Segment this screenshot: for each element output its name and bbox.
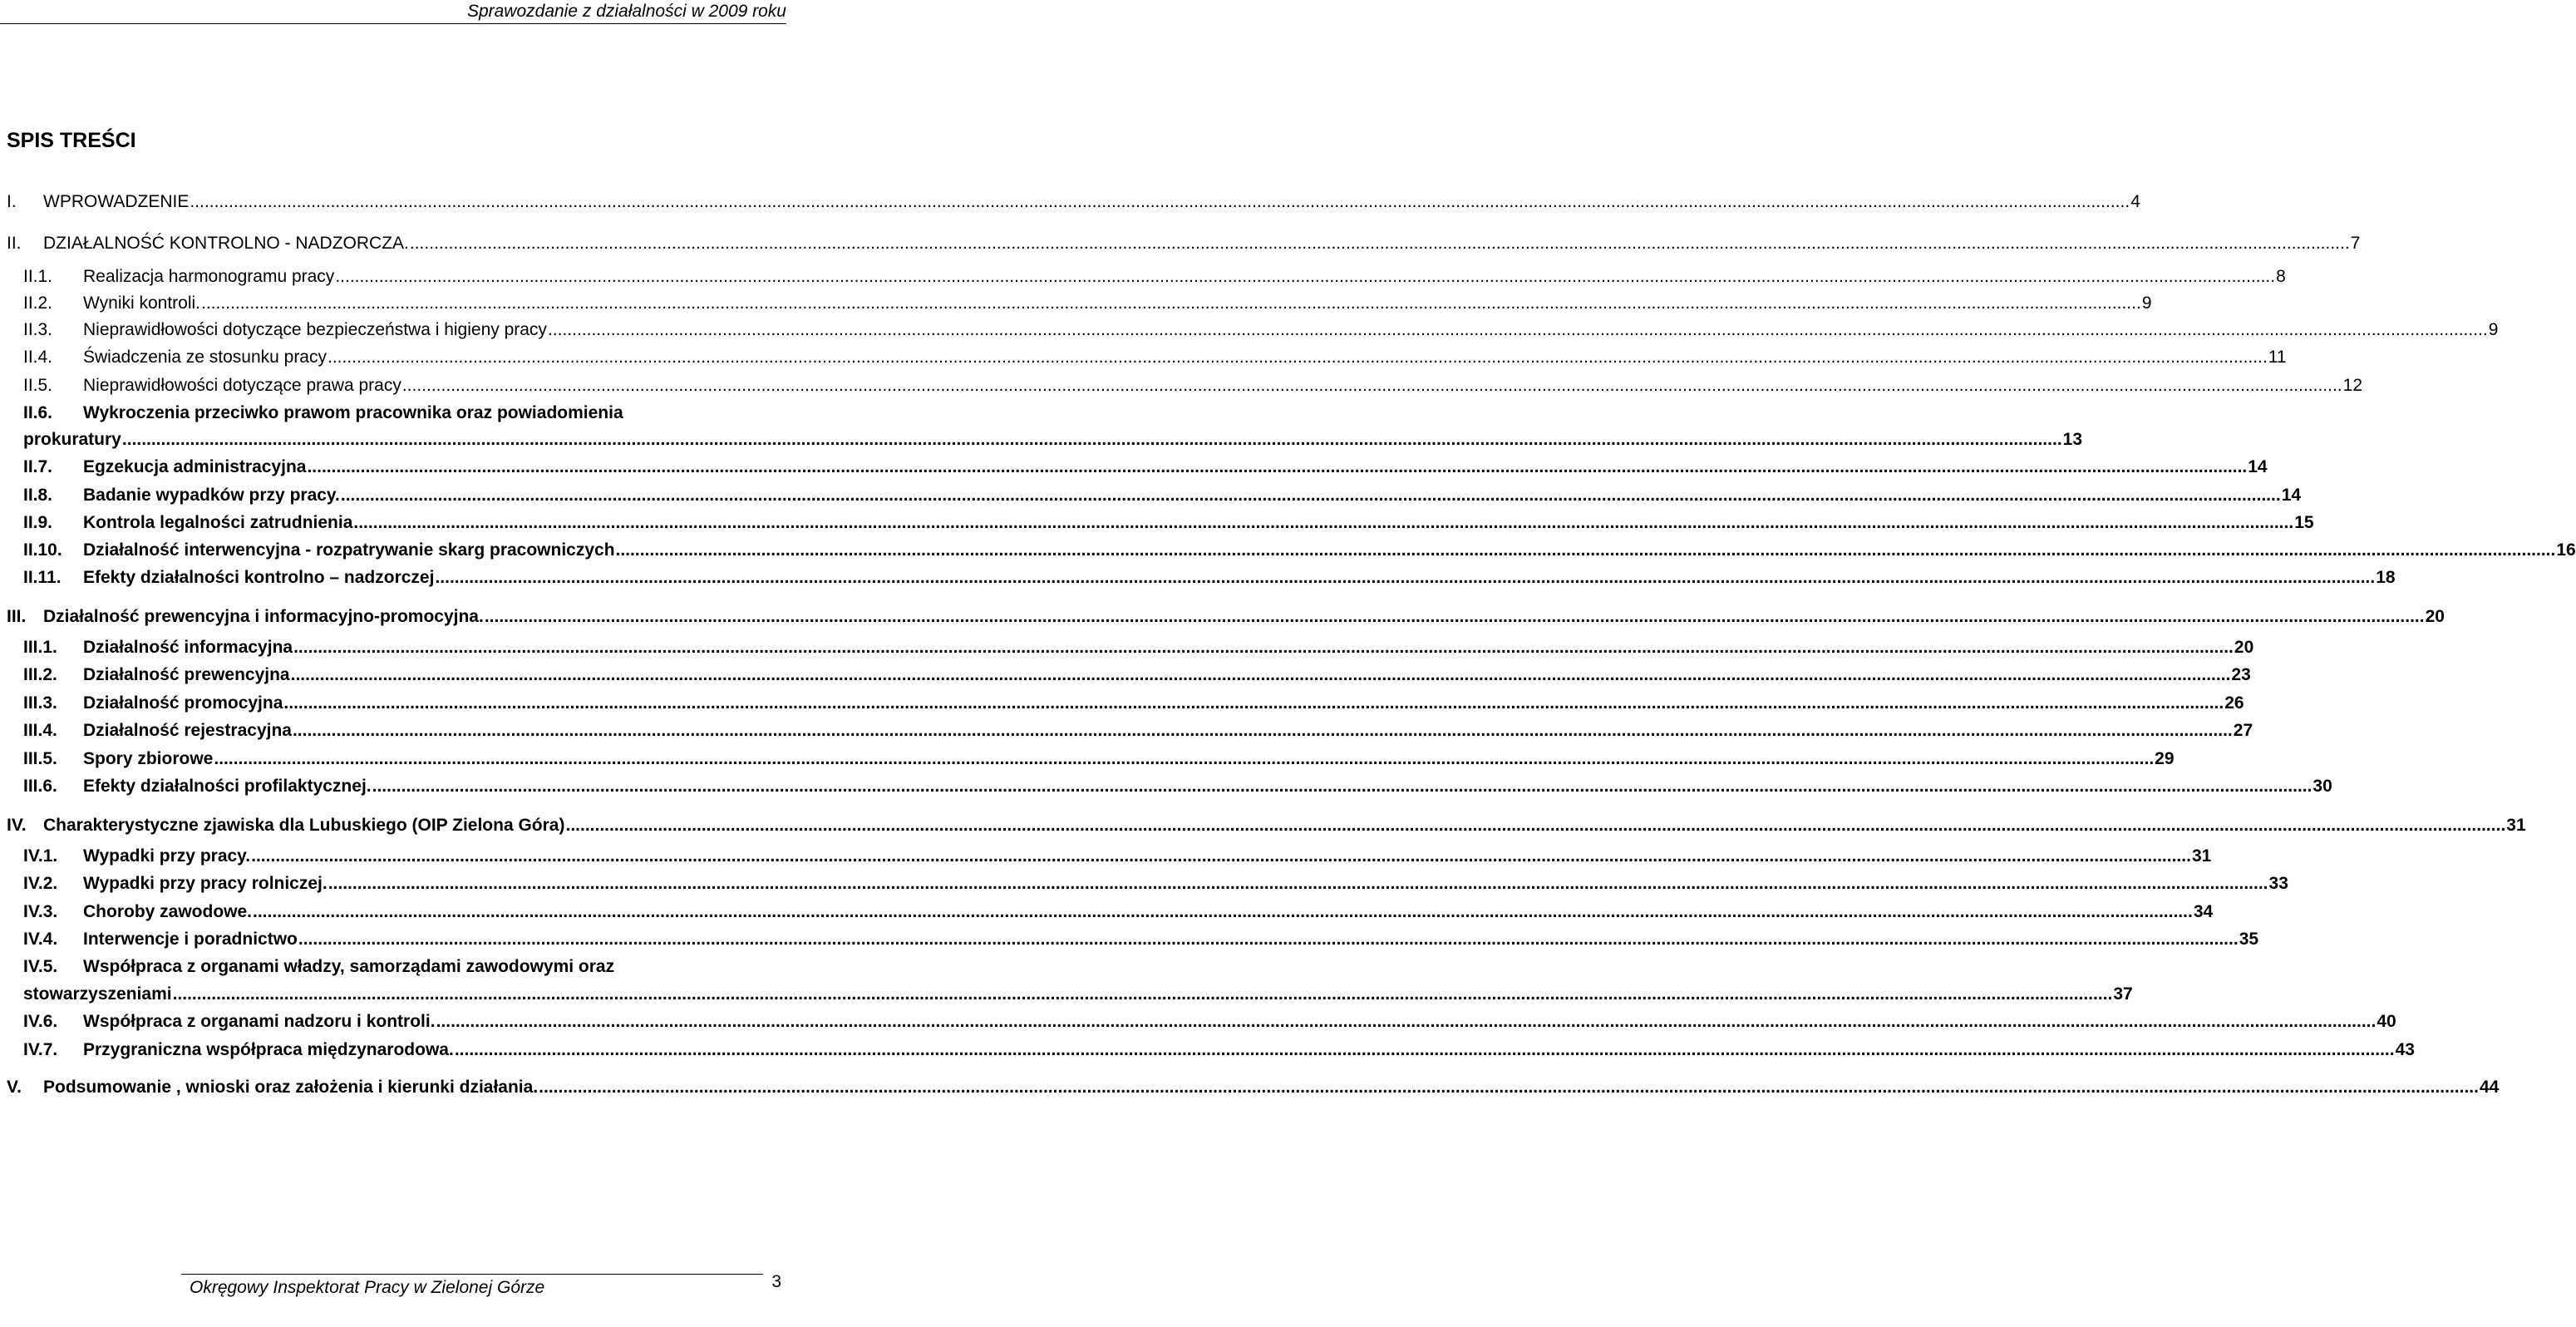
toc-entry-title: Interwencje i poradnictwo bbox=[83, 930, 298, 949]
toc-entry-page: 15 bbox=[2294, 513, 2314, 532]
dot-leader: ................................................................................................................................................................................................................................................................................................................................................................................................................ bbox=[328, 874, 2268, 893]
toc-entry-title: Działalność interwencyjna - rozpatrywanie skarg pracowniczych bbox=[83, 540, 615, 560]
dot-leader: ................................................................................................................................................................................................................................................................................................................................................................................................................ bbox=[454, 1040, 2395, 1059]
toc-entry-continuation[interactable] bbox=[0, 427, 2083, 452]
toc-entry[interactable] bbox=[0, 231, 2361, 256]
dot-leader: ................................................................................................................................................................................................................................................................................................................................................................................................................ bbox=[435, 568, 2376, 587]
toc-entry-page: 7 bbox=[2350, 234, 2361, 253]
toc-entry[interactable] bbox=[0, 318, 2499, 343]
toc-entry-page: 4 bbox=[2130, 192, 2140, 211]
toc-entry-number: II.9. bbox=[23, 513, 53, 532]
toc-entry-number: III.5. bbox=[23, 749, 57, 768]
toc-entry-number: II.1. bbox=[23, 267, 53, 286]
toc-entry-page: 9 bbox=[2141, 294, 2152, 313]
toc-entry-number: IV.6. bbox=[23, 1012, 58, 1031]
toc-entry[interactable] bbox=[0, 455, 2268, 480]
toc-entry-number: II.2. bbox=[23, 294, 53, 313]
toc-entry-page: 27 bbox=[2233, 721, 2253, 740]
toc-entry-title: DZIAŁALNOŚĆ KONTROLNO - NADZORCZA. bbox=[43, 234, 409, 253]
toc-entry-page: 20 bbox=[2425, 607, 2445, 626]
toc-entry-page: 18 bbox=[2376, 568, 2396, 587]
toc-entry-page: 23 bbox=[2231, 665, 2251, 684]
toc-entry[interactable] bbox=[0, 511, 2314, 535]
toc-entry-page: 34 bbox=[2193, 902, 2214, 921]
toc-entry-number: III.3. bbox=[23, 693, 57, 713]
toc-entry-title: Nieprawidłowości dotyczące prawa pracy bbox=[83, 376, 401, 395]
toc-entry-number: II.8. bbox=[23, 486, 53, 505]
dot-leader: ................................................................................................................................................................................................................................................................................................................................................................................................................ bbox=[565, 816, 2506, 835]
toc-entry-page: 14 bbox=[2281, 486, 2302, 505]
dot-leader: ................................................................................................................................................................................................................................................................................................................................................................................................................ bbox=[253, 902, 2193, 921]
toc-entry-page: 20 bbox=[2234, 638, 2254, 657]
dot-leader: ................................................................................................................................................................................................................................................................................................................................................................................................................ bbox=[283, 693, 2224, 713]
toc-entry-page: 33 bbox=[2268, 874, 2288, 893]
toc-entry-number: IV.7. bbox=[23, 1040, 58, 1059]
dot-leader: ................................................................................................................................................................................................................................................................................................................................................................................................................ bbox=[293, 638, 2234, 657]
toc-entry-title: Badanie wypadków przy pracy. bbox=[83, 486, 340, 505]
toc-entry[interactable] bbox=[0, 1009, 2396, 1034]
toc-entry-page: 31 bbox=[2506, 816, 2526, 835]
dot-leader: ................................................................................................................................................................................................................................................................................................................................................................................................................ bbox=[353, 513, 2294, 532]
toc-entry-page: 30 bbox=[2312, 777, 2332, 796]
toc-entry[interactable] bbox=[0, 871, 2288, 896]
toc-entry-page: 35 bbox=[2239, 930, 2259, 949]
toc-entry-title: Działalność prewencyjna i informacyjno-promocyjna. bbox=[43, 607, 484, 626]
toc-entry-number: IV.4. bbox=[23, 930, 58, 949]
toc-entry-number: IV.5. bbox=[23, 957, 58, 976]
toc-entry-title: Wypadki przy pracy rolniczej. bbox=[83, 874, 328, 893]
toc-entry-number: III.4. bbox=[23, 721, 57, 740]
toc-entry-number: III.2. bbox=[23, 665, 57, 684]
toc-entry-page: 40 bbox=[2377, 1012, 2396, 1031]
toc-entry-title-continued: prokuratury bbox=[23, 430, 121, 449]
toc-entry-page: 37 bbox=[2113, 984, 2133, 1004]
toc-entry-title: Działalność prewencyjna bbox=[83, 665, 290, 684]
toc-entry[interactable] bbox=[0, 264, 2286, 289]
toc-entry-page: 31 bbox=[2191, 846, 2212, 866]
toc-entry-page: 11 bbox=[2268, 348, 2287, 367]
toc-entry[interactable] bbox=[0, 604, 2445, 629]
toc-entry-page: 16 bbox=[2556, 540, 2576, 560]
toc-entry-number: I. bbox=[7, 192, 17, 211]
toc-entry-title: Wyniki kontroli. bbox=[83, 294, 201, 313]
toc-entry[interactable] bbox=[0, 927, 2259, 952]
toc-entry[interactable] bbox=[0, 373, 2362, 398]
toc-entry-title: Efekty działalności kontrolno – nadzorczej bbox=[83, 568, 435, 587]
toc-entry[interactable] bbox=[0, 565, 2396, 590]
footer-rule bbox=[181, 1274, 763, 1275]
toc-entry-title: Efekty działalności profilaktycznej. bbox=[83, 777, 372, 796]
toc-entry-continuation[interactable] bbox=[0, 982, 2133, 1007]
toc-entry-number: II.4. bbox=[23, 348, 53, 367]
toc-entry-number: III. bbox=[7, 607, 27, 626]
toc-entry-page: 26 bbox=[2224, 693, 2244, 713]
toc-entry-number: V. bbox=[7, 1078, 22, 1097]
toc-entry-number: II.6. bbox=[23, 403, 53, 422]
dot-leader: ................................................................................................................................................................................................................................................................................................................................................................................................................ bbox=[372, 777, 2312, 796]
toc-entry-title-continued: stowarzyszeniami bbox=[23, 984, 172, 1004]
toc-entry-title: Świadczenia ze stosunku pracy bbox=[83, 348, 327, 367]
toc-entry-title: Współpraca z organami nadzoru i kontroli. bbox=[83, 1012, 436, 1031]
running-footer: Okręgowy Inspektorat Pracy w Zielonej Górze bbox=[190, 1278, 545, 1297]
toc-entry-title: Działalność rejestracyjna bbox=[83, 721, 292, 740]
toc-entry[interactable] bbox=[0, 691, 2244, 716]
toc-entry-title: Egzekucja administracyjna bbox=[83, 457, 307, 476]
toc-entry-title: Działalność informacyjna bbox=[83, 638, 293, 657]
toc-entry-title: Realizacja harmonogramu pracy bbox=[83, 267, 335, 286]
toc-entry-title: Współpraca z organami władzy, samorządami zawodowymi oraz bbox=[83, 957, 615, 976]
toc-entry-title: Spory zbiorowe bbox=[83, 749, 214, 768]
toc-entry[interactable] bbox=[0, 538, 2576, 563]
toc-entry[interactable] bbox=[0, 401, 798, 426]
dot-leader: ................................................................................................................................................................................................................................................................................................................................................................................................................ bbox=[121, 430, 2062, 449]
dot-leader: ................................................................................................................................................................................................................................................................................................................................................................................................................ bbox=[298, 930, 2239, 949]
toc-entry-page: 14 bbox=[2248, 457, 2268, 476]
dot-leader: ................................................................................................................................................................................................................................................................................................................................................................................................................ bbox=[190, 192, 2130, 211]
toc-entry-number: II.3. bbox=[23, 320, 53, 339]
toc-entry[interactable] bbox=[0, 813, 2526, 838]
dot-leader: ................................................................................................................................................................................................................................................................................................................................................................................................................ bbox=[292, 721, 2233, 740]
toc-entry[interactable] bbox=[0, 1075, 2500, 1100]
toc-entry-number: III.1. bbox=[23, 638, 57, 657]
dot-leader: ................................................................................................................................................................................................................................................................................................................................................................................................................ bbox=[201, 294, 2141, 313]
toc-entry-title: Wypadki przy pracy. bbox=[83, 846, 251, 866]
dot-leader: ................................................................................................................................................................................................................................................................................................................................................................................................................ bbox=[172, 984, 2113, 1004]
dot-leader: ................................................................................................................................................................................................................................................................................................................................................................................................................ bbox=[409, 234, 2350, 253]
toc-entry-title: Nieprawidłowości dotyczące bezpieczeństwa i higieny pracy bbox=[83, 320, 547, 339]
toc-entry-number: II. bbox=[7, 234, 22, 253]
running-header: Sprawozdanie z działalności w 2009 roku bbox=[466, 2, 786, 21]
dot-leader: ................................................................................................................................................................................................................................................................................................................................................................................................................ bbox=[615, 540, 2556, 560]
dot-leader: ................................................................................................................................................................................................................................................................................................................................................................................................................ bbox=[436, 1012, 2377, 1031]
dot-leader: ................................................................................................................................................................................................................................................................................................................................................................................................................ bbox=[484, 607, 2425, 626]
dot-leader: ................................................................................................................................................................................................................................................................................................................................................................................................................ bbox=[401, 376, 2342, 395]
toc-entry-page: 29 bbox=[2155, 749, 2175, 768]
header-rule bbox=[0, 23, 786, 24]
dot-leader: ................................................................................................................................................................................................................................................................................................................................................................................................................ bbox=[251, 846, 2191, 866]
toc-entry-number: IV. bbox=[7, 816, 27, 835]
toc-entry-title: Kontrola legalności zatrudnienia bbox=[83, 513, 353, 532]
toc-entry[interactable] bbox=[0, 483, 2302, 508]
dot-leader: ................................................................................................................................................................................................................................................................................................................................................................................................................ bbox=[547, 320, 2488, 339]
toc-entry[interactable] bbox=[0, 635, 2254, 660]
toc-entry-title: Działalność promocyjna bbox=[83, 693, 283, 713]
toc-entry-title: Charakterystyczne zjawiska dla Lubuskiego (OIP Zielona Góra) bbox=[43, 816, 565, 835]
toc-entry-page: 43 bbox=[2395, 1040, 2415, 1059]
toc-entry-number: II.5. bbox=[23, 376, 53, 395]
toc-entry[interactable] bbox=[0, 900, 2214, 925]
toc-entry[interactable] bbox=[0, 345, 2287, 370]
page-number: 3 bbox=[771, 1272, 781, 1291]
toc-entry-title: Wykroczenia przeciwko prawom pracownika oraz powiadomienia bbox=[83, 403, 623, 422]
toc-entry-page: 9 bbox=[2488, 320, 2499, 339]
toc-entry-number: II.10. bbox=[23, 540, 62, 560]
toc-entry-page: 13 bbox=[2062, 430, 2083, 449]
dot-leader: ................................................................................................................................................................................................................................................................................................................................................................................................................ bbox=[214, 749, 2155, 768]
toc-entry[interactable] bbox=[0, 955, 798, 979]
toc-entry[interactable] bbox=[0, 291, 2152, 316]
toc-entry-number: II.7. bbox=[23, 457, 53, 476]
toc-entry-number: IV.3. bbox=[23, 902, 58, 921]
toc-entry-title: Podsumowanie , wnioski oraz założenia i kierunki działania. bbox=[43, 1078, 539, 1097]
toc-entry[interactable] bbox=[0, 1038, 2415, 1063]
toc-entry[interactable] bbox=[0, 718, 2253, 743]
dot-leader: ................................................................................................................................................................................................................................................................................................................................................................................................................ bbox=[539, 1078, 2479, 1097]
dot-leader: ................................................................................................................................................................................................................................................................................................................................................................................................................ bbox=[328, 348, 2268, 367]
page-title: SPIS TREŚCI bbox=[7, 129, 136, 152]
toc-entry[interactable] bbox=[0, 747, 2175, 772]
toc-entry-page: 44 bbox=[2479, 1078, 2500, 1097]
toc-entry-title: Przygraniczna współpraca międzynarodowa. bbox=[83, 1040, 454, 1059]
toc-entry-page: 8 bbox=[2276, 267, 2286, 286]
toc-entry-number: IV.2. bbox=[23, 874, 58, 893]
toc-entry-number: IV.1. bbox=[23, 846, 58, 866]
dot-leader: ................................................................................................................................................................................................................................................................................................................................................................................................................ bbox=[340, 486, 2281, 505]
dot-leader: ................................................................................................................................................................................................................................................................................................................................................................................................................ bbox=[290, 665, 2231, 684]
dot-leader: ................................................................................................................................................................................................................................................................................................................................................................................................................ bbox=[335, 267, 2276, 286]
toc-entry-number: II.11. bbox=[23, 568, 62, 587]
toc-entry[interactable] bbox=[0, 774, 2332, 799]
dot-leader: ................................................................................................................................................................................................................................................................................................................................................................................................................ bbox=[307, 457, 2248, 476]
toc-entry-number: III.6. bbox=[23, 777, 57, 796]
toc-entry-title: Choroby zawodowe. bbox=[83, 902, 253, 921]
toc-entry[interactable] bbox=[0, 663, 2251, 688]
toc-entry-page: 12 bbox=[2342, 376, 2362, 395]
toc-entry-title: WPROWADZENIE bbox=[43, 192, 190, 211]
toc-entry[interactable] bbox=[0, 190, 2140, 215]
toc-entry[interactable] bbox=[0, 844, 2212, 869]
